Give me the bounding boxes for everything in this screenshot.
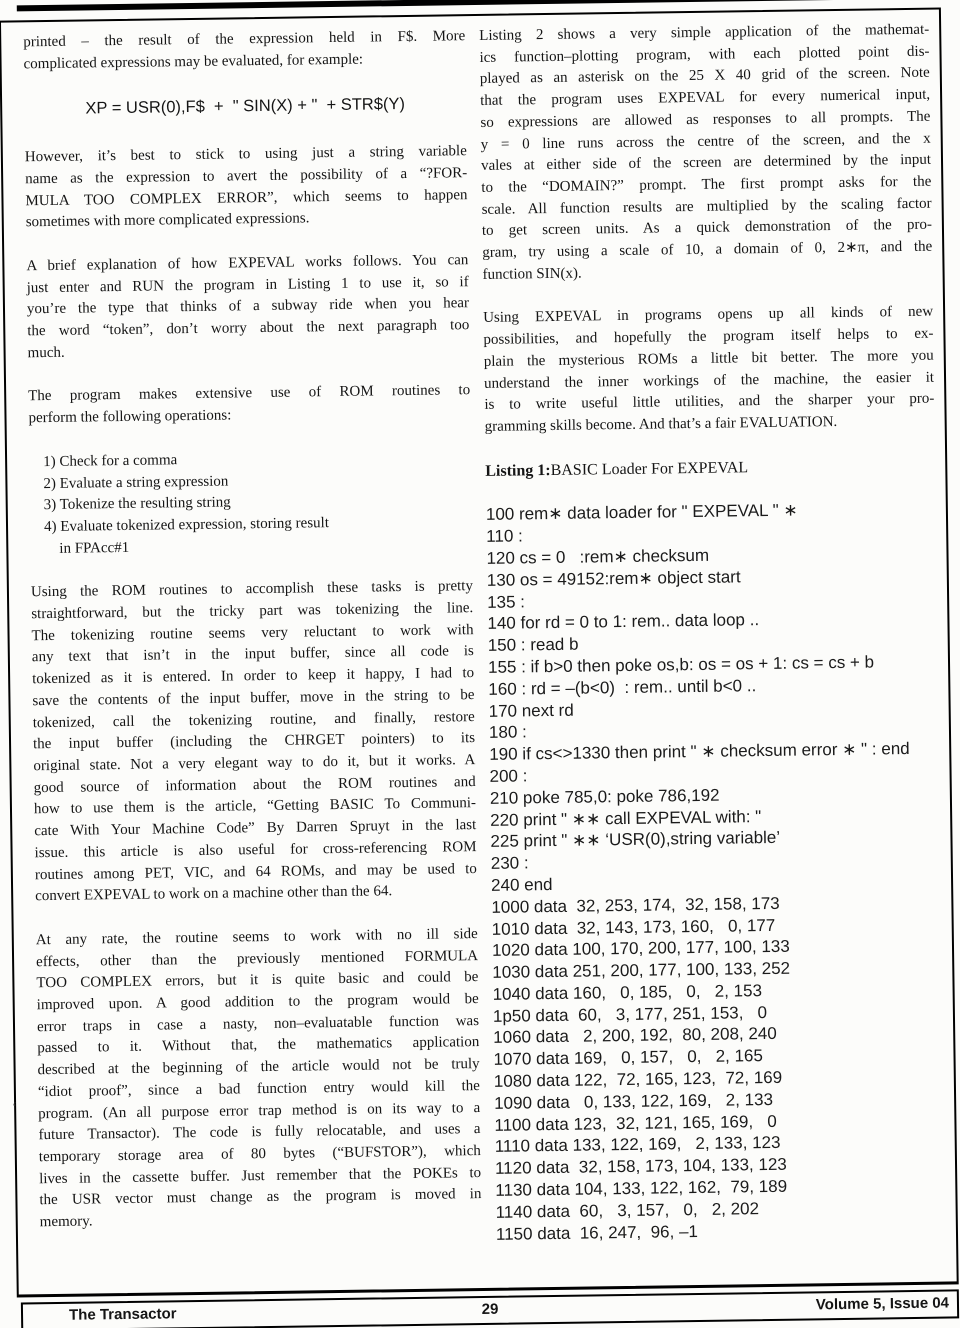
text-line: future Transactor). The code is fully relocatable, and uses a — [38, 1121, 481, 1144]
article-content-box — [0, 8, 959, 1298]
paragraph — [25, 141, 468, 234]
text-line: Using the ROM routines to accomplish these tasks is pretty — [30, 578, 474, 601]
text-line: to the “DOMAIN?” prompt. The first prompt asks for the — [481, 173, 932, 196]
code-line: 190 if cs<>1330 then print " ∗ checksum error ∗ " : end — [489, 739, 910, 765]
code-line: 140 for rd = 0 to 1: rem.. data loop .. — [487, 610, 760, 634]
text-line: just enter and RUN the program in Listing 1 to use it, so if — [26, 273, 469, 296]
text-line: that the program uses EXPEVAL for every numerical input, — [480, 86, 931, 110]
code-line: 1000 data 32, 253, 174, 32, 158, 173 — [491, 893, 780, 917]
code-line: 1040 data 160, 0, 185, 0, 2, 153 — [492, 980, 763, 1004]
code-line: 1120 data 32, 158, 173, 104, 133, 123 — [494, 1155, 787, 1179]
text-line: original state. Not a very elegant way to do it, but it works. A — [33, 752, 476, 775]
text-line: A brief explanation of how EXPEVAL works follows. You can — [26, 252, 469, 275]
text-line: At any rate, the routine seems to work with no ill side — [35, 925, 478, 949]
numbered-list — [43, 446, 472, 560]
text-line: plain the mysterious ROMs a little bit better. The more you — [483, 347, 934, 370]
code-line: 150 : read b — [487, 634, 579, 656]
code-line: 1140 data 60, 3, 157, 0, 2, 202 — [495, 1199, 760, 1222]
list-item: 1) Check for a comma — [43, 452, 178, 470]
text-line: convert EXPEVAL to work on a machine other than the 64. — [35, 883, 393, 905]
paragraph — [479, 20, 933, 287]
text-line: understand the inner workings of the machine, the easier it — [483, 369, 935, 392]
list-item: 2) Evaluate a string expression — [43, 473, 229, 492]
code-line: 1090 data 0, 133, 122, 169, 2, 133 — [494, 1089, 774, 1113]
text-line: ics function–plotting program, with each plotted point dis- — [479, 43, 930, 66]
code-line: 170 next rd — [488, 700, 574, 721]
text-line: y = 0 line runs across the centre of the screen, and the x — [480, 130, 931, 153]
text-line: so expressions are allowed as responses to all prompts. The — [480, 108, 931, 131]
text-line: the input buffer (including the CHRGET pointers) to its — [32, 730, 476, 753]
code-line: 135 : — [487, 591, 526, 612]
code-line: 230 : — [490, 853, 529, 873]
text-line: you’re the type that thinks of a subway ride when you hear — [26, 295, 470, 318]
listing-heading — [485, 454, 935, 482]
text-line: tokenized, call the tokenizing routine, and finally, restore — [32, 708, 475, 731]
list-item: 4) Evaluate tokenized expression, storing result — [43, 515, 330, 536]
listing-heading-label: Listing 1: — [485, 461, 551, 480]
code-line: 160 : rd = –(b<0) : rem.. until b<0 .. — [488, 675, 757, 699]
code-line: 1150 data 16, 247, 96, –1 — [495, 1221, 699, 1244]
listing-heading-title: BASIC Loader For EXPEVAL — [550, 458, 749, 479]
text-line: lives in the cassette buffer. Just remember that the POKEs to — [39, 1164, 482, 1187]
text-line: the USR vector must change as the program is moved in — [39, 1186, 482, 1209]
list-item: in FPAcc#1 — [44, 539, 130, 557]
code-line: 1030 data 251, 200, 177, 100, 133, 252 — [492, 958, 791, 982]
text-line: However, it’s best to stick to using just a string variable — [24, 143, 467, 166]
text-line: described at the beginning of the article would not be truly — [37, 1056, 480, 1079]
code-line: 240 end — [490, 874, 553, 895]
text-line: scale. All function results are multiplied by the scaling factor — [481, 195, 932, 218]
text-line: The tokenizing routine seems very reluctant to work with — [31, 621, 474, 645]
text-line: program. (An all purpose error trap method is on its way to a — [38, 1099, 481, 1122]
footer-issue-label: Volume 5, Issue 04 — [815, 1294, 950, 1314]
text-line: effects, other than the previously mentioned FORMULA — [36, 947, 479, 970]
text-line: sometimes with more complicated expressions. — [25, 210, 310, 231]
left-column — [23, 26, 482, 1256]
text-line: tokenized as it is entered. In order to keep it happy, I had to — [32, 665, 475, 688]
text-line: save the contents of the input buffer, move in the string to be — [32, 686, 475, 710]
code-line: 1p50 data 60, 3, 177, 251, 153, 0 — [492, 1002, 768, 1026]
code-line: 1080 data 122, 72, 165, 123, 72, 169 — [493, 1067, 783, 1091]
text-line: issue. this article is also useful for cross-referencing ROM — [34, 838, 477, 862]
list-item: 3) Tokenize the resulting string — [43, 494, 231, 514]
paragraph — [28, 381, 471, 431]
text-line: to get screen units. As a quick demonstration of the pro- — [481, 216, 933, 240]
code-formula: XP = USR(0),F$ + " SIN(X) + " + STR$(Y) — [85, 95, 406, 118]
text-line: improved upon. A good addition to the program would be — [36, 991, 479, 1014]
text-line: memory. — [39, 1213, 93, 1231]
text-line: vales at either side of the screen are determined by the input — [480, 151, 932, 175]
text-line: gram, try using a scale of 10, a domain of 0, 2∗π, and the — [482, 238, 933, 261]
paragraph — [26, 250, 469, 365]
code-line: 1060 data 2, 200, 192, 80, 208, 240 — [493, 1024, 777, 1048]
code-line: 225 print " ∗∗ ‘USR(0),string variable’ — [490, 828, 781, 852]
text-line: Listing 2 shows a very simple application of the mathemat- — [479, 21, 930, 44]
code-line: 120 cs = 0 :rem∗ checksum — [486, 545, 710, 568]
text-line: cate With Your Machine Code” By Darren Spruyt in the last — [34, 817, 477, 840]
text-line: MULA TOO COMPLEX ERROR”, which seems to happen — [25, 186, 468, 209]
text-line: routines among PET, VIC, and 64 ROMs, and may be used to — [34, 860, 477, 883]
code-line: 1110 data 133, 122, 169, 2, 133, 123 — [494, 1133, 781, 1157]
paragraph — [483, 302, 935, 438]
paragraph — [36, 924, 482, 1234]
text-line: temporary storage area of 80 bytes (“BUFSTOR”), which — [38, 1142, 481, 1166]
code-line: 155 : if b>0 then poke os,b: os = os + 1: cs = cs + b — [487, 652, 875, 677]
text-line: error traps in case a nasty, non–evaluatable function was — [36, 1012, 480, 1035]
text-line: played as an asterisk on the 25 X 40 grid of the screen. Note — [479, 65, 930, 88]
text-line: how to use them is the article, “Getting BASIC To Communi- — [33, 795, 477, 818]
text-line: TOO COMPLEX errors, but it is quite basic and could be — [36, 969, 479, 992]
footer-magazine-title: The Transactor — [68, 1305, 177, 1324]
text-line: function SIN(x). — [482, 265, 582, 283]
code-line: 110 : — [486, 526, 523, 547]
scan-artifact: ‘ — [12, 1100, 17, 1116]
text-line: the word “token”, don’t worry about the next paragraph too — [27, 317, 470, 340]
footer-page-number: 29 — [481, 1300, 499, 1319]
code-line: 130 os = 49152:rem∗ object start — [486, 567, 741, 590]
code-line: 1130 data 104, 133, 122, 162, 79, 189 — [495, 1176, 788, 1200]
text-line: Using EXPEVAL in programs opens up all kinds of new — [483, 304, 934, 327]
text-line: printed – the result of the expression held in F$. More — [23, 28, 466, 51]
code-line: 200 : — [489, 766, 528, 786]
code-line: 1070 data 169, 0, 157, 0, 2, 165 — [493, 1046, 764, 1070]
text-line: passed to it. Without that, the mathematics application — [37, 1034, 480, 1057]
text-line: good source of information about the ROM routines and — [33, 773, 476, 796]
paragraph — [31, 576, 478, 908]
basic-code-listing — [486, 498, 946, 1245]
text-line: complicated expressions may be evaluated, for example: — [23, 51, 364, 73]
code-line: 220 print " ∗∗ call EXPEVAL with: " — [490, 806, 762, 830]
text-line: is to write useful little utilities, and the sharper your pro- — [484, 390, 935, 414]
text-line: gramming skills become. And that’s a fair EVALUATION. — [484, 413, 838, 435]
text-line: straightforward, but the tricky part was tokenizing the line. — [31, 600, 474, 623]
text-line: any text that isn’t in the input buffer, since all code is — [31, 643, 474, 666]
code-line: 210 poke 785,0: poke 786,192 — [489, 785, 720, 808]
paragraph — [23, 26, 466, 76]
code-line: 1010 data 32, 143, 173, 160, 0, 177 — [491, 915, 776, 939]
text-line: possibilities, and hopefully the program itself helps to ex- — [483, 325, 934, 349]
text-line: name as the expression to avert the possibility of a “?FOR- — [25, 164, 468, 188]
right-column — [479, 20, 946, 1246]
code-line: 1100 data 123, 32, 121, 165, 169, 0 — [494, 1111, 777, 1135]
code-line: 180 : — [488, 722, 527, 743]
text-line: The program makes extensive use of ROM routines to — [28, 382, 471, 405]
text-line: perform the following operations: — [28, 407, 232, 427]
text-line: “idiot proof”, since a bad function entry would kill the — [37, 1077, 481, 1101]
code-line: 100 rem∗ data loader for " EXPEVAL " ∗ — [485, 500, 798, 525]
text-line: much. — [27, 344, 65, 362]
code-line: 1020 data 100, 170, 200, 177, 100, 133 — [491, 937, 790, 961]
